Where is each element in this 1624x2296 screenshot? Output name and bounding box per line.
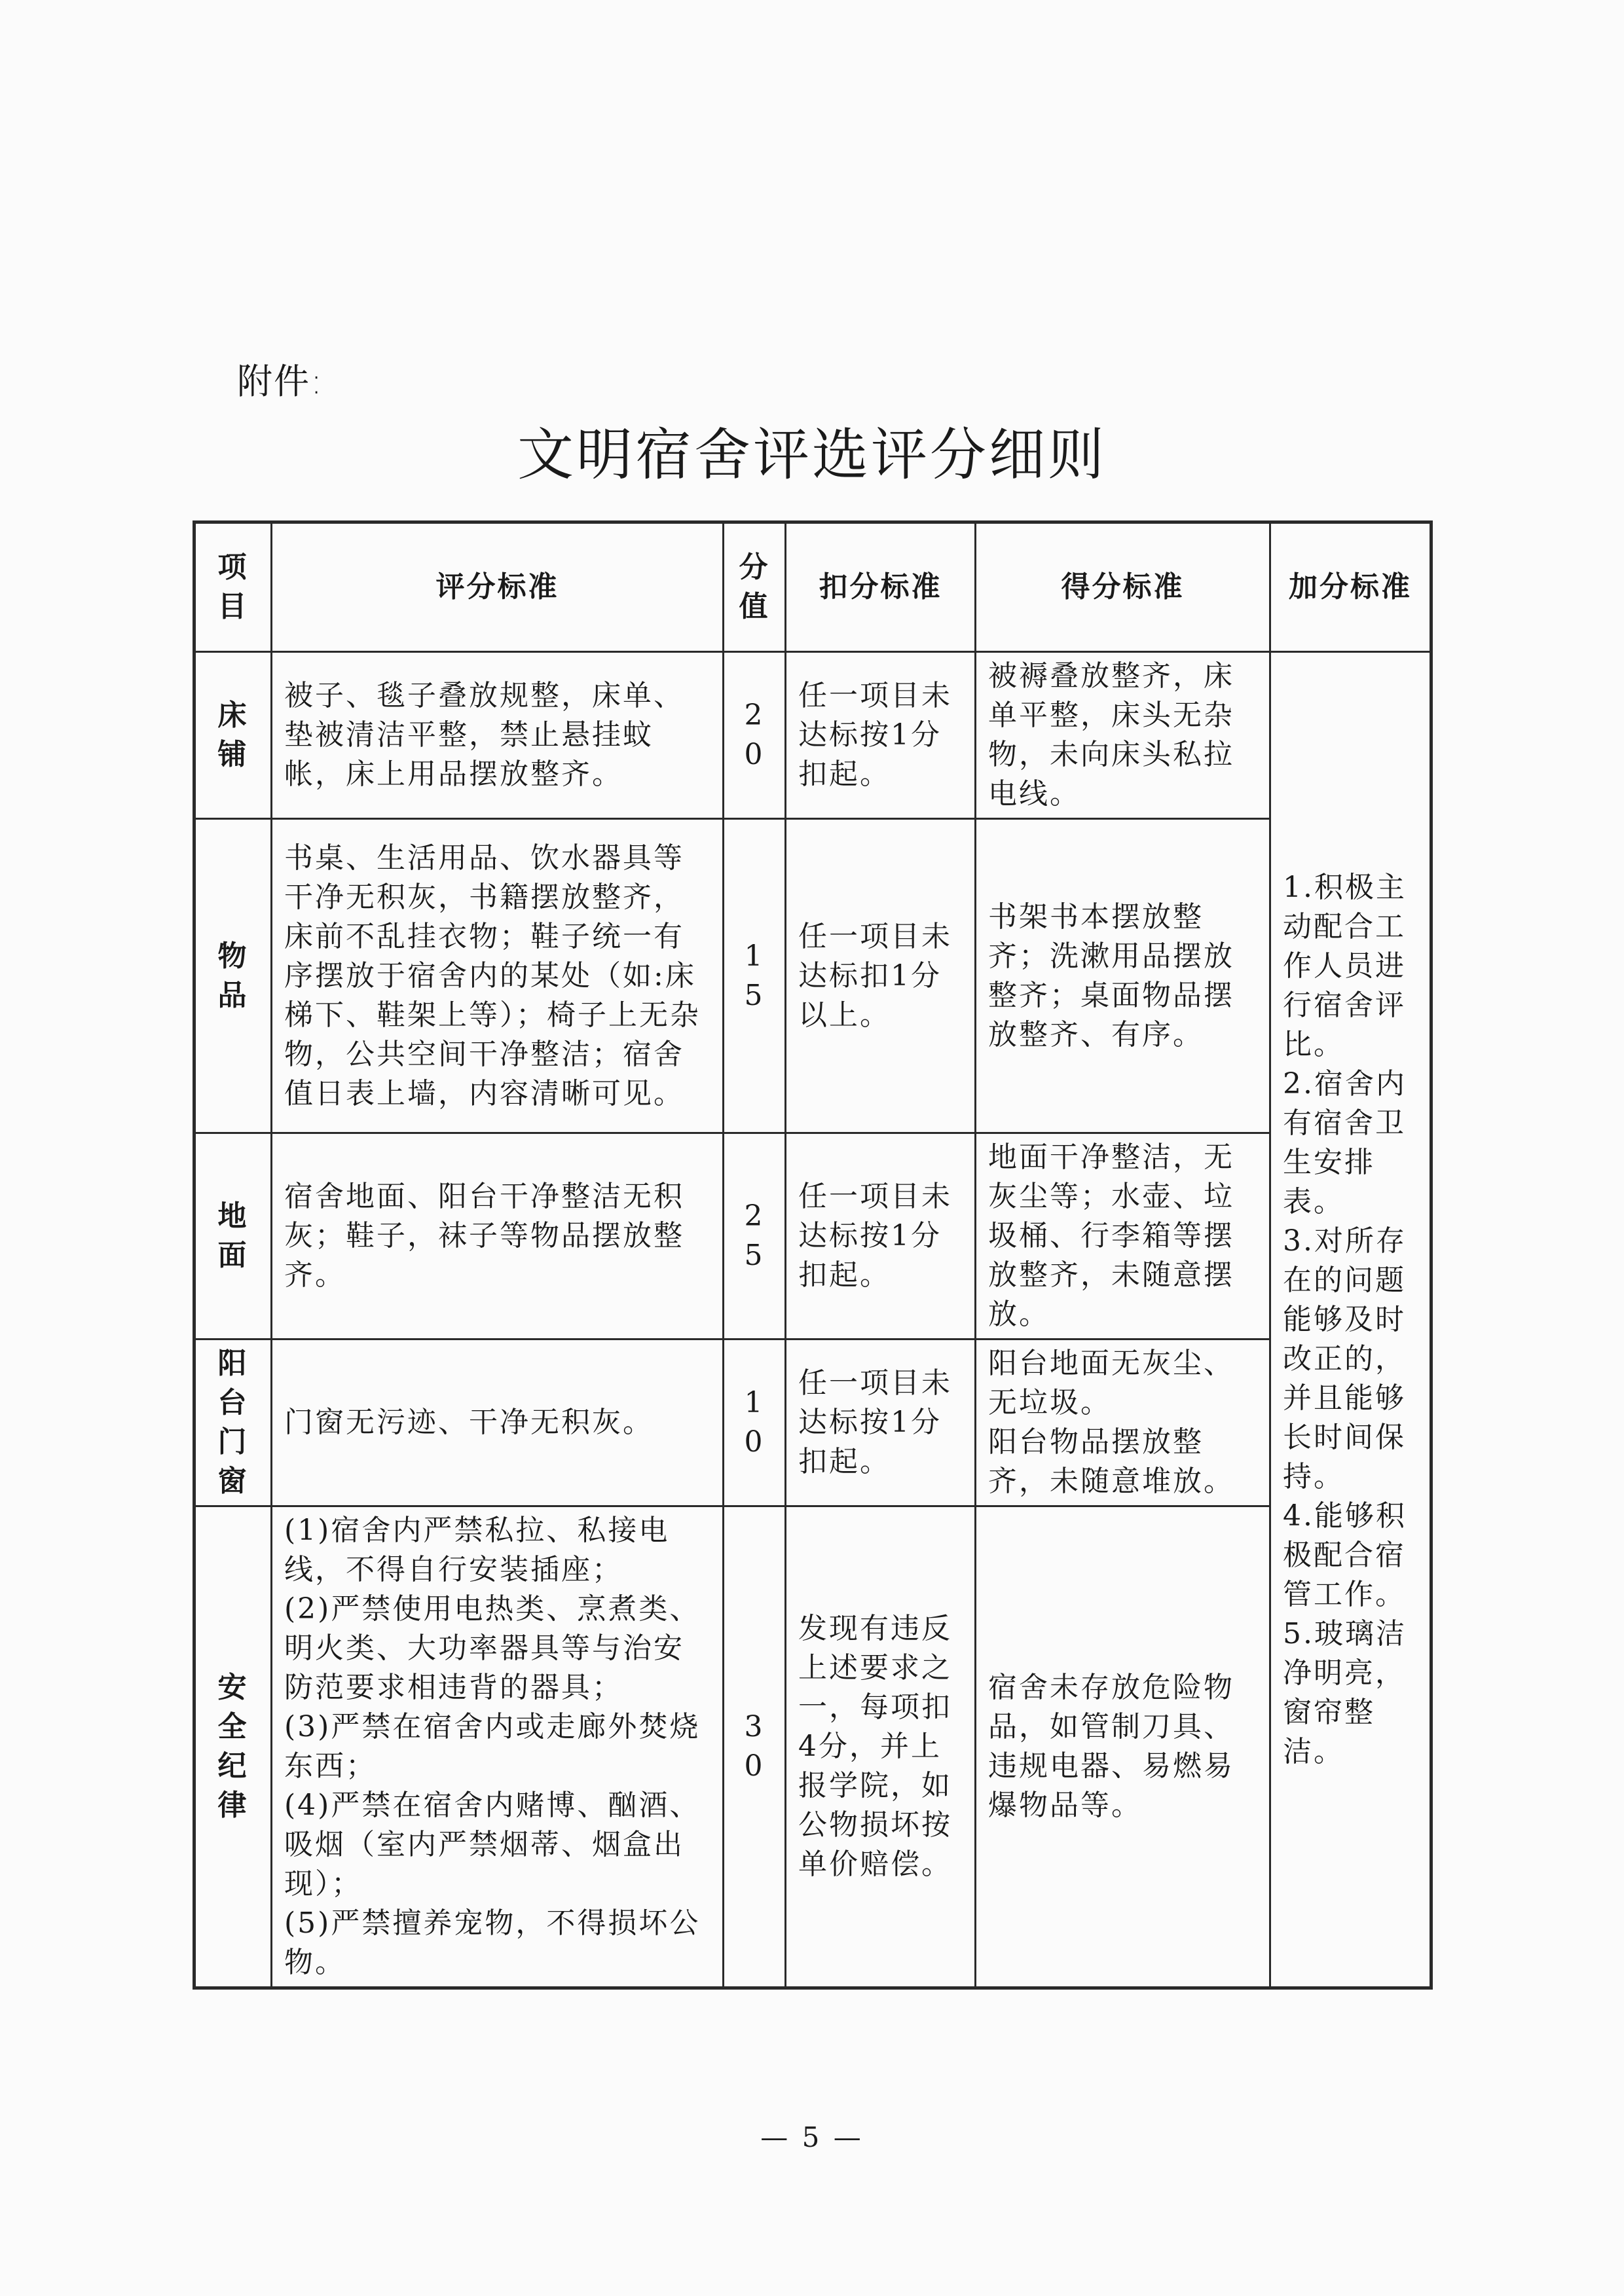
- header-item: 项目: [194, 522, 272, 652]
- table-row: [194, 1133, 1431, 1339]
- earning-line: 阳台物品摆放整齐，未随意堆放。: [988, 1425, 1234, 1498]
- item-cell: 床铺: [194, 652, 272, 819]
- bonus-line: 5.玻璃洁净明亮，窗帘整洁。: [1283, 1616, 1407, 1768]
- criteria-cell: 书桌、生活用品、饮水器具等干净无积灰，书籍摆放整齐，床前不乱挂衣物；鞋子统一有序摆放于宿舍内的某处（如:床梯下、鞋架上等）；椅子上无杂物，公共空间干净整洁；宿舍值日表上墙，内容清晰可见。: [272, 819, 724, 1133]
- earning-cell: 被褥叠放整齐，床单平整，床头无杂物，未向床头私拉电线。: [976, 652, 1270, 819]
- criteria-line: (3)严禁在宿舍内或走廊外焚烧东西；: [284, 1710, 701, 1783]
- deduction-cell: 任一项目未达标按1分扣起。: [786, 1133, 976, 1339]
- page-number: — 5 —: [760, 2121, 864, 2153]
- header-criteria: 评分标准: [272, 522, 724, 652]
- header-row: [194, 522, 1431, 652]
- criteria-line: (1)宿舍内严禁私拉、私接电线，不得自行安装插座；: [284, 1514, 670, 1586]
- table-row: [194, 652, 1431, 819]
- earning-line: 阳台地面无灰尘、无垃圾。: [988, 1347, 1234, 1419]
- criteria-cell: [272, 1506, 724, 1988]
- deduction-cell: 任一项目未达标按1分扣起。: [786, 1339, 976, 1506]
- attachment-label: 附件:: [237, 361, 324, 402]
- earning-cell: 宿舍未存放危险物品，如管制刀具、违规电器、易燃易爆物品等。: [976, 1506, 1270, 1988]
- score-cell: 10: [724, 1339, 786, 1506]
- criteria-cell: 被子、毯子叠放规整，床单、垫被清洁平整，禁止悬挂蚊帐，床上用品摆放整齐。: [272, 652, 724, 819]
- item-cell: 阳台门窗: [194, 1339, 272, 1506]
- item-cell: 安全纪律: [194, 1506, 272, 1988]
- document-title: 文明宿舍评选评分细则: [517, 422, 1107, 488]
- item-cell: 地面: [194, 1133, 272, 1339]
- item-cell: 物品: [194, 819, 272, 1133]
- header-deduction: 扣分标准: [786, 522, 976, 652]
- deduction-cell: 发现有违反上述要求之一，每项扣4分，并上报学院，如公物损坏按单价赔偿。: [786, 1506, 976, 1988]
- criteria-cell: 门窗无污迹、干净无积灰。: [272, 1339, 724, 1506]
- score-cell: 15: [724, 819, 786, 1133]
- header-earning: 得分标准: [976, 522, 1270, 652]
- bonus-line: 3.对所存在的问题能够及时改正的，并且能够长时间保持。: [1283, 1224, 1407, 1493]
- criteria-line: (5)严禁擅养宠物，不得损坏公物。: [284, 1906, 701, 1979]
- table-row: [194, 819, 1431, 1133]
- earning-cell: 地面干净整洁，无灰尘等；水壶、垃圾桶、行李箱等摆放整齐，未随意摆放。: [976, 1133, 1270, 1339]
- score-cell: 20: [724, 652, 786, 819]
- header-bonus: 加分标准: [1270, 522, 1431, 652]
- bonus-line: 1.积极主动配合工作人员进行宿舍评比。: [1283, 870, 1407, 1061]
- score-cell: 30: [724, 1506, 786, 1988]
- criteria-line: (2)严禁使用电热类、烹煮类、明火类、大功率器具等与治安防范要求相违背的器具；: [284, 1592, 701, 1704]
- deduction-cell: 任一项目未达标按1分扣起。: [786, 652, 976, 819]
- criteria-cell: 宿舍地面、阳台干净整洁无积灰；鞋子，袜子等物品摆放整齐。: [272, 1133, 724, 1339]
- table-row: [194, 1506, 1431, 1988]
- criteria-line: (4)严禁在宿舍内赌博、酗酒、吸烟（室内严禁烟蒂、烟盒出现）；: [284, 1789, 701, 1901]
- earning-cell: 书架书本摆放整齐；洗漱用品摆放整齐；桌面物品摆放整齐、有序。: [976, 819, 1270, 1133]
- scoring-table: [193, 520, 1433, 1990]
- bonus-cell: [1270, 652, 1431, 1988]
- bonus-line: 2.宿舍内有宿舍卫生安排表。: [1283, 1066, 1407, 1218]
- score-cell: 25: [724, 1133, 786, 1339]
- earning-cell: [976, 1339, 1270, 1506]
- deduction-cell: 任一项目未达标扣1分以上。: [786, 819, 976, 1133]
- header-score: 分值: [724, 522, 786, 652]
- table-row: [194, 1339, 1431, 1506]
- bonus-line: 4.能够积极配合宿管工作。: [1283, 1499, 1407, 1611]
